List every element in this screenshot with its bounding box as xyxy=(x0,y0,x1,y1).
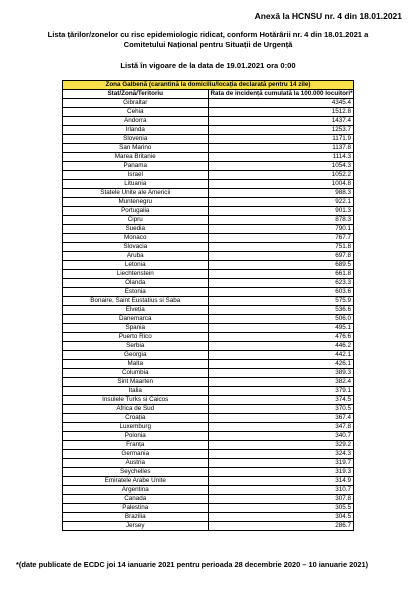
country-cell: Elveția xyxy=(63,306,209,315)
country-cell: Estonia xyxy=(63,288,209,297)
country-cell: Brazilia xyxy=(63,513,209,522)
title-line-1: Lista țărilor/zonelor cu risc epidemiologic ridicat, conform Hotărârii nr. 4 din 18.01.2021 a xyxy=(47,30,369,39)
country-cell: Marea Britanie xyxy=(63,153,209,162)
table-row xyxy=(63,414,354,423)
table-row xyxy=(63,432,354,441)
table-row xyxy=(63,396,354,405)
country-cell: Polonia xyxy=(63,432,209,441)
table-row xyxy=(63,342,354,351)
table-row xyxy=(63,216,354,225)
rate-column-header: Rata de incidență cumulată la 100.000 locuitori* xyxy=(208,90,354,99)
rate-cell: 340.7 xyxy=(208,432,354,441)
rate-cell: 661.8 xyxy=(208,270,354,279)
table-row xyxy=(63,207,354,216)
country-cell: Slovacia xyxy=(63,243,209,252)
validity-notice: Listă în vigoare de la data de 19.01.2021 ora 0:00 xyxy=(120,61,296,70)
country-cell: Emiratele Arabe Unite xyxy=(63,477,209,486)
country-cell: Sint Maarten xyxy=(63,378,209,387)
table-row xyxy=(63,198,354,207)
rate-cell: 307.8 xyxy=(208,495,354,504)
rate-cell: 922.1 xyxy=(208,198,354,207)
table-row xyxy=(63,279,354,288)
rate-cell: 1004.8 xyxy=(208,180,354,189)
country-cell: Serbia xyxy=(63,342,209,351)
rate-cell: 379.1 xyxy=(208,387,354,396)
country-cell: Cehia xyxy=(63,108,209,117)
country-cell: Austria xyxy=(63,459,209,468)
rate-cell: 901.3 xyxy=(208,207,354,216)
rate-cell: 382.4 xyxy=(208,378,354,387)
country-cell: Jersey xyxy=(63,522,209,531)
rate-cell: 1437.4 xyxy=(208,117,354,126)
table-row xyxy=(63,441,354,450)
country-cell: Spania xyxy=(63,324,209,333)
table-row xyxy=(63,405,354,414)
country-cell: Bonaire, Saint Eustatius si Saba xyxy=(63,297,209,306)
country-cell: Irlanda xyxy=(63,126,209,135)
table-row xyxy=(63,423,354,432)
country-cell: Italia xyxy=(63,387,209,396)
rate-cell: 697.8 xyxy=(208,252,354,261)
rate-cell: 1137.8 xyxy=(208,144,354,153)
table-row xyxy=(63,270,354,279)
table-row xyxy=(63,288,354,297)
country-cell: Canada xyxy=(63,495,209,504)
rate-cell: 426.1 xyxy=(208,360,354,369)
table-row xyxy=(63,324,354,333)
rate-cell: 370.5 xyxy=(208,405,354,414)
rate-cell: 304.5 xyxy=(208,513,354,522)
country-cell: Insulele Turks si Caicos xyxy=(63,396,209,405)
table-row xyxy=(63,504,354,513)
country-cell: Israel xyxy=(63,171,209,180)
table-row xyxy=(63,180,354,189)
country-cell: Germania xyxy=(63,450,209,459)
table-row xyxy=(63,162,354,171)
rate-cell: 495.1 xyxy=(208,324,354,333)
country-cell: Palestina xyxy=(63,504,209,513)
rate-cell: 367.4 xyxy=(208,414,354,423)
table-row xyxy=(63,117,354,126)
rate-cell: 286.7 xyxy=(208,522,354,531)
country-cell: San Marino xyxy=(63,144,209,153)
table-row xyxy=(63,486,354,495)
country-cell: Liechtenstein xyxy=(63,270,209,279)
country-cell: Portugalia xyxy=(63,207,209,216)
table-row xyxy=(63,261,354,270)
table-row xyxy=(63,243,354,252)
table-row xyxy=(63,306,354,315)
rate-cell: 374.5 xyxy=(208,396,354,405)
table-row xyxy=(63,459,354,468)
table-row xyxy=(63,99,354,108)
country-cell: Slovenia xyxy=(63,135,209,144)
table-row xyxy=(63,378,354,387)
table-row xyxy=(63,315,354,324)
rate-cell: 389.3 xyxy=(208,369,354,378)
rate-cell: 988.3 xyxy=(208,189,354,198)
rate-cell: 4345.4 xyxy=(208,99,354,108)
table-row xyxy=(63,477,354,486)
rate-cell: 1114.3 xyxy=(208,153,354,162)
country-cell: Georgia xyxy=(63,351,209,360)
rate-cell: 310.7 xyxy=(208,486,354,495)
table-row xyxy=(63,360,354,369)
title-line-2: Comitetului Național pentru Situații de Urgență xyxy=(123,40,293,49)
country-cell: Africa de Sud xyxy=(63,405,209,414)
rate-cell: 790.1 xyxy=(208,225,354,234)
country-cell: Panama xyxy=(63,162,209,171)
table-row xyxy=(63,135,354,144)
rate-cell: 1054.3 xyxy=(208,162,354,171)
table-row xyxy=(63,252,354,261)
country-cell: Puerto Rico xyxy=(63,333,209,342)
rate-cell: 319.7 xyxy=(208,459,354,468)
annex-reference: Anexă la HCNSU nr. 4 din 18.01.2021 xyxy=(254,11,402,21)
table-row xyxy=(63,333,354,342)
table-row xyxy=(63,234,354,243)
rate-cell: 319.3 xyxy=(208,468,354,477)
country-cell: Aruba xyxy=(63,252,209,261)
rate-cell: 689.5 xyxy=(208,261,354,270)
country-cell: Luxemburg xyxy=(63,423,209,432)
table-row xyxy=(63,144,354,153)
table-row xyxy=(63,513,354,522)
rate-cell: 603.6 xyxy=(208,288,354,297)
table-row xyxy=(63,450,354,459)
table-row xyxy=(63,387,354,396)
country-cell: Gibraltar xyxy=(63,99,209,108)
country-cell: Argentina xyxy=(63,486,209,495)
table-row xyxy=(63,153,354,162)
rate-cell: 536.6 xyxy=(208,306,354,315)
country-cell: Franța xyxy=(63,441,209,450)
country-cell: Columbia xyxy=(63,369,209,378)
country-cell: Malta xyxy=(63,360,209,369)
rate-cell: 476.6 xyxy=(208,333,354,342)
table-row xyxy=(63,351,354,360)
rate-cell: 1512.8 xyxy=(208,108,354,117)
footnote: *(date publicate de ECDC joi 14 ianuarie 2021 pentru perioada 28 decembrie 2020 – 10 ianuarie 2021) xyxy=(16,560,369,569)
rate-cell: 878.3 xyxy=(208,216,354,225)
country-cell: Croația xyxy=(63,414,209,423)
table-row xyxy=(63,369,354,378)
country-cell: Andorra xyxy=(63,117,209,126)
country-cell: Suedia xyxy=(63,225,209,234)
country-cell: Cipru xyxy=(63,216,209,225)
country-cell: Olanda xyxy=(63,279,209,288)
rate-cell: 446.2 xyxy=(208,342,354,351)
table-row xyxy=(63,108,354,117)
table-row xyxy=(63,126,354,135)
table-row xyxy=(63,171,354,180)
table-row xyxy=(63,297,354,306)
rate-cell: 623.3 xyxy=(208,279,354,288)
rate-cell: 1171.9 xyxy=(208,135,354,144)
rate-cell: 442.1 xyxy=(208,351,354,360)
table-row xyxy=(63,468,354,477)
risk-countries-table xyxy=(62,80,354,531)
country-cell: Statele Unite ale Americii xyxy=(63,189,209,198)
table-row xyxy=(63,522,354,531)
country-cell: Letonia xyxy=(63,261,209,270)
rate-cell: 305.5 xyxy=(208,504,354,513)
rate-cell: 1253.7 xyxy=(208,126,354,135)
rate-cell: 506.0 xyxy=(208,315,354,324)
country-cell: Monaco xyxy=(63,234,209,243)
rate-cell: 329.2 xyxy=(208,441,354,450)
country-cell: Muntenegru xyxy=(63,198,209,207)
document-title xyxy=(20,30,396,50)
table-body xyxy=(63,99,354,531)
rate-cell: 767.7 xyxy=(208,234,354,243)
table-row xyxy=(63,495,354,504)
table-row xyxy=(63,225,354,234)
country-cell: Lituania xyxy=(63,180,209,189)
rate-cell: 314.9 xyxy=(208,477,354,486)
country-column-header: Stat/Zonă/Teritoriu xyxy=(63,90,209,99)
rate-cell: 324.3 xyxy=(208,450,354,459)
yellow-zone-header: Zona Galbenă (carantină la domiciliu/locația declarată pentru 14 zile) xyxy=(63,81,354,90)
rate-cell: 751.8 xyxy=(208,243,354,252)
country-cell: Seychelles xyxy=(63,468,209,477)
rate-cell: 575.9 xyxy=(208,297,354,306)
table-row xyxy=(63,189,354,198)
rate-cell: 1052.2 xyxy=(208,171,354,180)
country-cell: Danemarca xyxy=(63,315,209,324)
rate-cell: 347.8 xyxy=(208,423,354,432)
